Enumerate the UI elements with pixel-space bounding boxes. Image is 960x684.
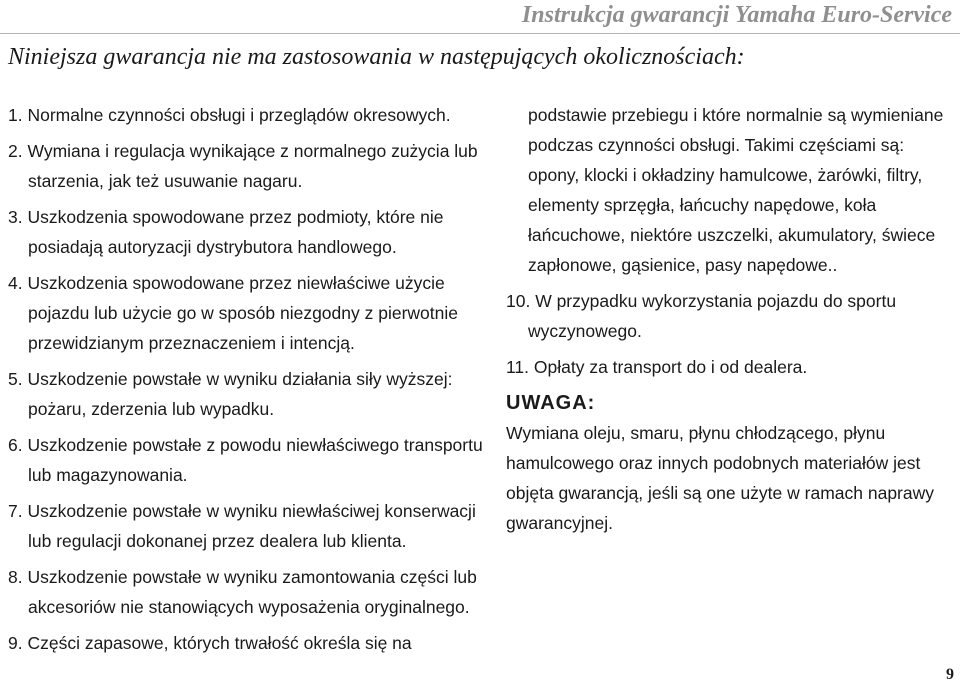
left-column	[8, 100, 488, 664]
right-column	[506, 100, 952, 538]
exclusion-item-7	[8, 496, 488, 556]
exclusion-item-text: 2. Wymiana i regulacja wynikające z normalnego zużycia lub starzenia, jak też usuwanie nagaru.	[8, 141, 478, 191]
page-number: 9	[946, 666, 954, 683]
exclusion-item-10	[506, 286, 952, 346]
exclusion-item-2	[8, 136, 488, 196]
exclusion-item-6	[8, 430, 488, 490]
exclusion-item-text: 3. Uszkodzenia spowodowane przez podmioty, które nie posiadają autoryzacji dystrybutora handlowego.	[8, 207, 444, 257]
exclusion-item-text: 6. Uszkodzenie powstałe z powodu niewłaściwego transportu lub magazynowania.	[8, 435, 483, 485]
exclusion-item-4	[8, 268, 488, 358]
exclusion-item-text: 8. Uszkodzenie powstałe w wyniku zamontowania części lub akcesoriów nie stanowiących wyposażenia oryginalnego.	[8, 567, 477, 617]
exclusion-item-3	[8, 202, 488, 262]
exclusion-item-8	[8, 562, 488, 622]
exclusion-item-9-continuation: podstawie przebiegu i które normalnie są wymieniane podczas czynności obsługi. Takimi częściami są: opony, klocki i okładziny hamulcowe, żarówki, filtry, elementy sprzęgła, łańcuchy napędowe, koła łańcuchowe, niektóre uszczelki, akumulatory, świece zapłonowe, gąsienice, pasy napędowe..	[528, 105, 944, 275]
exclusion-item-1	[8, 100, 488, 130]
exclusion-item-text: 4. Uszkodzenia spowodowane przez niewłaściwe użycie pojazdu lub użycie go w sposób niezgodny z pierwotnie przewidzianym przeznaczeniem i intencją.	[8, 273, 458, 353]
warning-text: Wymiana oleju, smaru, płynu chłodzącego, płynu hamulcowego oraz innych podobnych materiałów jest objęta gwarancją, jeśli są one użyte w ramach naprawy gwarancyjnej.	[506, 423, 934, 533]
exclusion-item-text: 9. Części zapasowe, których trwałość określa się na	[8, 633, 412, 653]
exclusion-item-9	[8, 628, 488, 658]
exclusion-item-11	[506, 352, 952, 382]
exclusion-item-text: 5. Uszkodzenie powstałe w wyniku działania siły wyższej: pożaru, zderzenia lub wypadku.	[8, 369, 453, 419]
exclusion-item-text: 1. Normalne czynności obsługi i przeglądów okresowych.	[8, 105, 451, 125]
exclusion-item-text: 11. Opłaty za transport do i od dealera.	[506, 357, 808, 377]
section-heading: Niniejsza gwarancja nie ma zastosowania w następujących okolicznościach:	[8, 44, 745, 70]
exclusion-item-text: 10. W przypadku wykorzystania pojazdu do sportu wyczynowego.	[506, 291, 897, 341]
document-header-title: Instrukcja gwarancji Yamaha Euro-Service	[521, 2, 952, 28]
exclusion-item-5	[8, 364, 488, 424]
header-divider	[0, 33, 960, 34]
exclusion-item-text: 7. Uszkodzenie powstałe w wyniku niewłaściwej konserwacji lub regulacji dokonanej przez dealera lub klienta.	[8, 501, 476, 551]
warning-heading: UWAGA:	[506, 392, 596, 414]
